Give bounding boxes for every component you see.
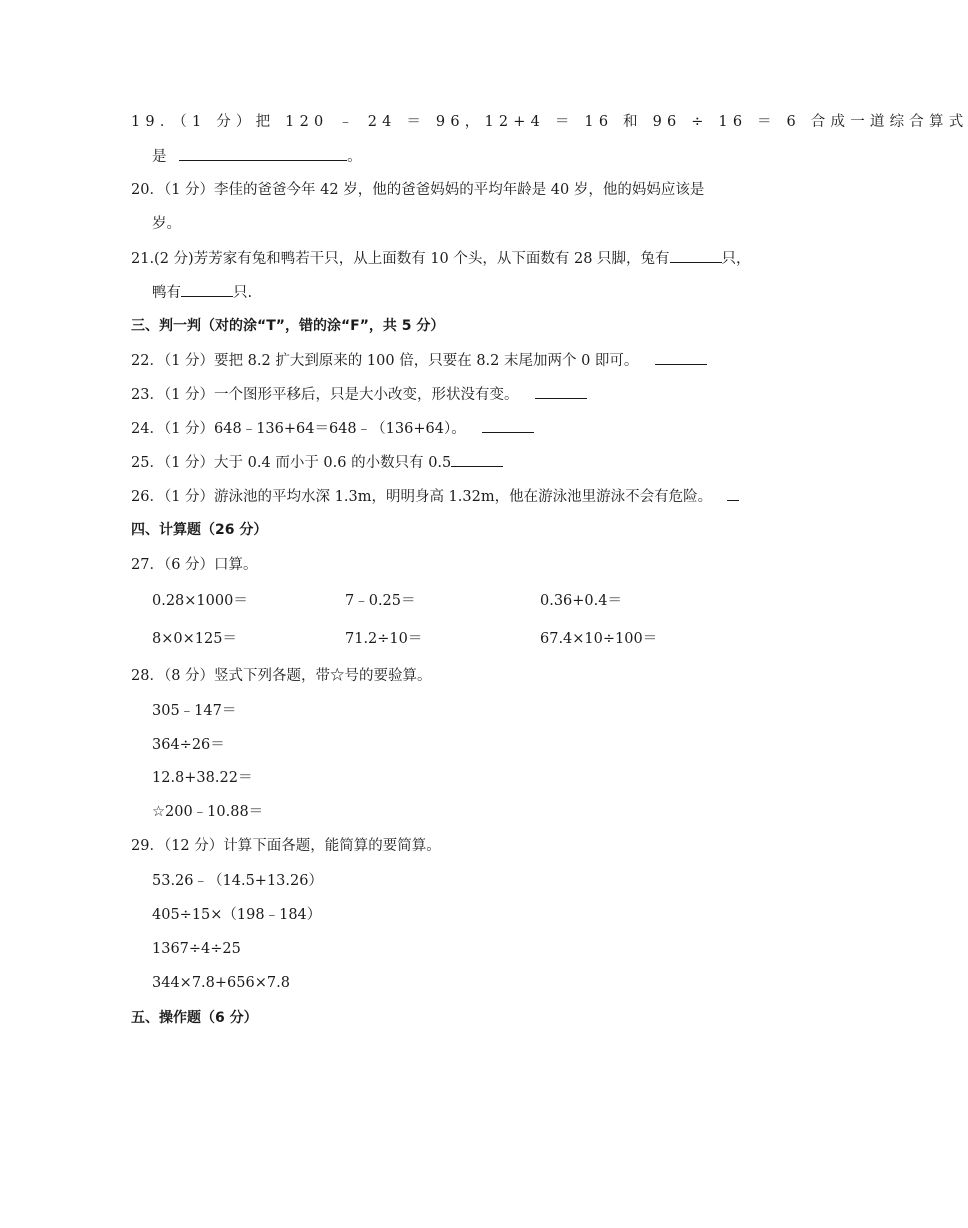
section-heading-operation: 五、操作题（6 分） xyxy=(131,1010,258,1026)
answer-blank[interactable] xyxy=(482,418,534,433)
section-heading-calculation: 四、计算题（26 分） xyxy=(131,522,268,538)
vertical-calc-item: ☆200﹣10.88＝ xyxy=(152,804,264,820)
question-23: 23．（1 分）一个图形平移后，只是大小改变，形状没有变。 xyxy=(131,384,587,405)
oral-item: 71.2÷10＝ xyxy=(345,631,423,647)
answer-blank[interactable] xyxy=(655,350,707,365)
answer-blank[interactable] xyxy=(451,452,503,467)
section-heading-judge: 三、判一判（对的涂“T”，错的涂“F”，共 5 分） xyxy=(131,318,445,334)
simplify-item: 405÷15×（198﹣184） xyxy=(152,907,322,923)
question-29-title: 29．（12 分）计算下面各题，能简算的要简算。 xyxy=(131,838,441,854)
question-24: 24．（1 分）648﹣136+64＝648﹣（136+64）。 xyxy=(131,418,534,439)
simplify-item: 1367÷4÷25 xyxy=(152,941,241,957)
vertical-calc-item: 12.8+38.22＝ xyxy=(152,770,253,786)
oral-item: 0.36+0.4＝ xyxy=(540,593,622,609)
oral-item: 7﹣0.25＝ xyxy=(345,593,416,609)
answer-blank[interactable] xyxy=(727,486,739,501)
simplify-item: 344×7.8+656×7.8 xyxy=(152,975,290,991)
question-21-line1: 21.(2 分)芳芳家有兔和鸭若干只，从上面数有 10 个头，从下面数有 28 只脚，兔有 只， xyxy=(131,248,751,269)
answer-blank[interactable] xyxy=(535,384,587,399)
oral-item: 0.28×1000＝ xyxy=(152,593,248,609)
question-19-line1 xyxy=(131,112,968,132)
question-20-line2: 岁。 xyxy=(152,216,181,232)
question-26: 26．（1 分）游泳池的平均水深 1.3m，明明身高 1.32m，他在游泳池里游泳不会有危险。 xyxy=(131,486,739,507)
answer-blank-rabbit[interactable] xyxy=(670,248,722,263)
answer-blank[interactable] xyxy=(179,146,347,161)
answer-blank-duck[interactable] xyxy=(181,282,233,297)
question-22: 22．（1 分）要把 8.2 扩大到原来的 100 倍，只要在 8.2 末尾加两个 0 即可。 xyxy=(131,350,707,371)
question-28-title: 28．（8 分）竖式下列各题，带☆号的要验算。 xyxy=(131,668,432,684)
question-19-line2: 是 。 xyxy=(152,146,362,167)
simplify-item: 53.26﹣（14.5+13.26） xyxy=(152,873,323,889)
oral-item: 8×0×125＝ xyxy=(152,631,237,647)
question-27-title: 27．（6 分）口算。 xyxy=(131,557,258,573)
question-21-line2: 鸭有 只. xyxy=(152,282,252,303)
vertical-calc-item: 364÷26＝ xyxy=(152,737,225,753)
oral-item: 67.4×10÷100＝ xyxy=(540,631,658,647)
vertical-calc-item: 305﹣147＝ xyxy=(152,703,237,719)
question-19-text: 19．（1 分）把 120 ﹣ 24 ＝ 96，12+4 ＝ 16 和 96 ÷ 16 ＝ 6 合成一道综合算式 xyxy=(131,114,968,130)
question-20-line1: 20．（1 分）李佳的爸爸今年 42 岁，他的爸爸妈妈的平均年龄是 40 岁，他的妈妈应该是 xyxy=(131,182,705,198)
question-25: 25．（1 分）大于 0.4 而小于 0.6 的小数只有 0.5 xyxy=(131,452,503,473)
